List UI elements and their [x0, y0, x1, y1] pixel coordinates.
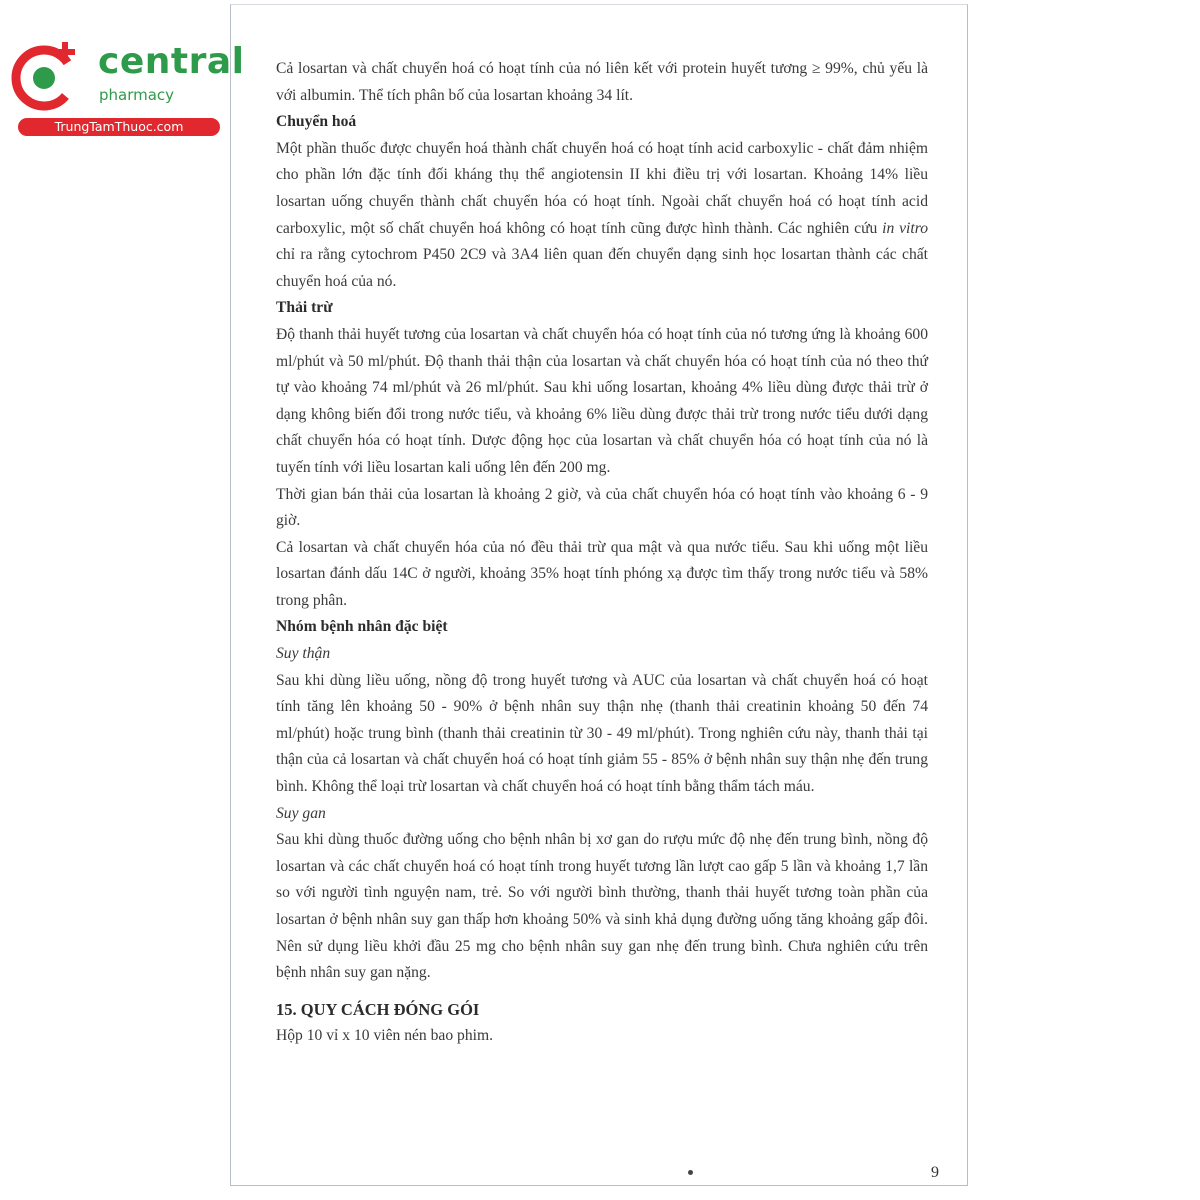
metabolism-text-a: Một phần thuốc được chuyển hoá thành chất chuyển hoá có hoạt tính acid carboxylic - chất đảm nhiệm cho phần lớn đặc tính đối kháng thụ thể angiotensin II khi điều trị với losartan. Khoảng 14% liều losartan uống chuyển thành chất chuyển hóa có hoạt tính. Ngoài chất chuyển hoá có hoạt tính acid carboxylic, một số chất chuyển hoá không có hoạt tính cũng được hình thành. Các nghiên cứu [276, 139, 928, 237]
central-logo-icon [10, 38, 90, 118]
heading-packaging: 15. QUY CÁCH ĐÓNG GÓI [276, 999, 480, 1019]
heading-elimination: Thải trừ [276, 299, 333, 317]
page-number: 9 [931, 1164, 939, 1181]
hepatic-impairment-paragraph: Sau khi dùng thuốc đường uống cho bệnh nhân bị xơ gan do rượu mức độ nhẹ đến trung bình, nồng độ losartan và các chất chuyển hoá có hoạt tính trong huyết tương lần lượt cao gấp 5 lần và khoảng 1,7 lần so với người tình nguyện nam, trẻ. So với người bình thường, thanh thải huyết tương toàn phần của losartan ở bệnh nhân suy gan thấp hơn khoảng 50% và sinh khả dụng đường uống tăng khoảng gấp đôi. Nên sử dụng liều khởi đầu 25 mg cho bệnh nhân suy gan nhẹ đến trung bình. Chưa nghiên cứu trên bệnh nhân suy gan nặng. [276, 831, 928, 982]
logo-brand-subtitle: pharmacy [99, 86, 175, 104]
subheading-renal-impairment: Suy thận [276, 645, 331, 663]
distribution-paragraph: Cả losartan và chất chuyển hoá có hoạt tính của nó liên kết với protein huyết tương ≥ 99%, chủ yếu là với albumin. Thể tích phân bố của losartan khoảng 34 lít. [276, 60, 928, 104]
document-body [276, 56, 928, 1050]
scan-speck [688, 1170, 693, 1175]
elimination-paragraph-3: Cả losartan và chất chuyển hóa của nó đều thải trừ qua mật và qua nước tiểu. Sau khi uống một liều losartan đánh dấu 14C ở người, khoảng 35% hoạt tính phóng xạ được tìm thấy trong nước tiểu và 58% trong phân. [276, 538, 928, 609]
metabolism-in-vitro: in vitro [882, 219, 929, 237]
heading-metabolism: Chuyển hoá [276, 113, 357, 131]
logo-website-banner: TrungTamThuoc.com [18, 118, 220, 136]
elimination-paragraph-2: Thời gian bán thải của losartan là khoảng 2 giờ, và của chất chuyển hóa có hoạt tính vào khoảng 6 - 9 giờ. [276, 485, 928, 530]
metabolism-paragraph [276, 136, 928, 296]
subheading-hepatic-impairment: Suy gan [276, 804, 326, 822]
renal-impairment-paragraph: Sau khi dùng liều uống, nồng độ trong huyết tương và AUC của losartan và chất chuyển hoá có hoạt tính tăng lên khoảng 50 - 90% ở bệnh nhân suy thận nhẹ (thanh thải creatinin khoảng 50 đến 74 ml/phút) hoặc trung bình (thanh thải creatinin từ 30 - 49 ml/phút). Trong nghiên cứu này, thanh thải tại thận của cả losartan và chất chuyển hoá có hoạt tính giảm 55 - 85% ở bệnh nhân suy thận nhẹ đến trung bình. Không thể loại trừ losartan và chất chuyển hoá có hoạt tính bằng thẩm tách máu. [276, 671, 928, 796]
metabolism-text-b: chỉ ra rằng cytochrom P450 2C9 và 3A4 liên quan đến chuyển dạng sinh học losartan thành các chất chuyển hoá của nó. [276, 246, 928, 290]
packaging-paragraph: Hộp 10 vỉ x 10 viên nén bao phim. [276, 1027, 493, 1045]
elimination-paragraph-1: Độ thanh thải huyết tương của losartan và chất chuyển hóa có hoạt tính của nó tương ứng là khoảng 600 ml/phút và 50 ml/phút. Độ thanh thải thận của losartan và chất chuyển hóa có hoạt tính của nó theo thứ tự vào khoảng 74 ml/phút và 26 ml/phút. Sau khi uống losartan, khoảng 4% liều dùng được thải trừ ở dạng không biến đổi trong nước tiểu, và khoảng 6% liều dùng được thải trừ trong nước tiểu dưới dạng chất chuyển hóa có hoạt tính. Dược động học của losartan và chất chuyển hóa có hoạt tính của nó là tuyến tính với liều losartan kali uống lên đến 200 mg. [276, 325, 928, 476]
heading-special-populations: Nhóm bệnh nhân đặc biệt [276, 618, 448, 636]
logo-brand-name: central [98, 41, 245, 82]
central-pharmacy-logo [10, 38, 245, 138]
